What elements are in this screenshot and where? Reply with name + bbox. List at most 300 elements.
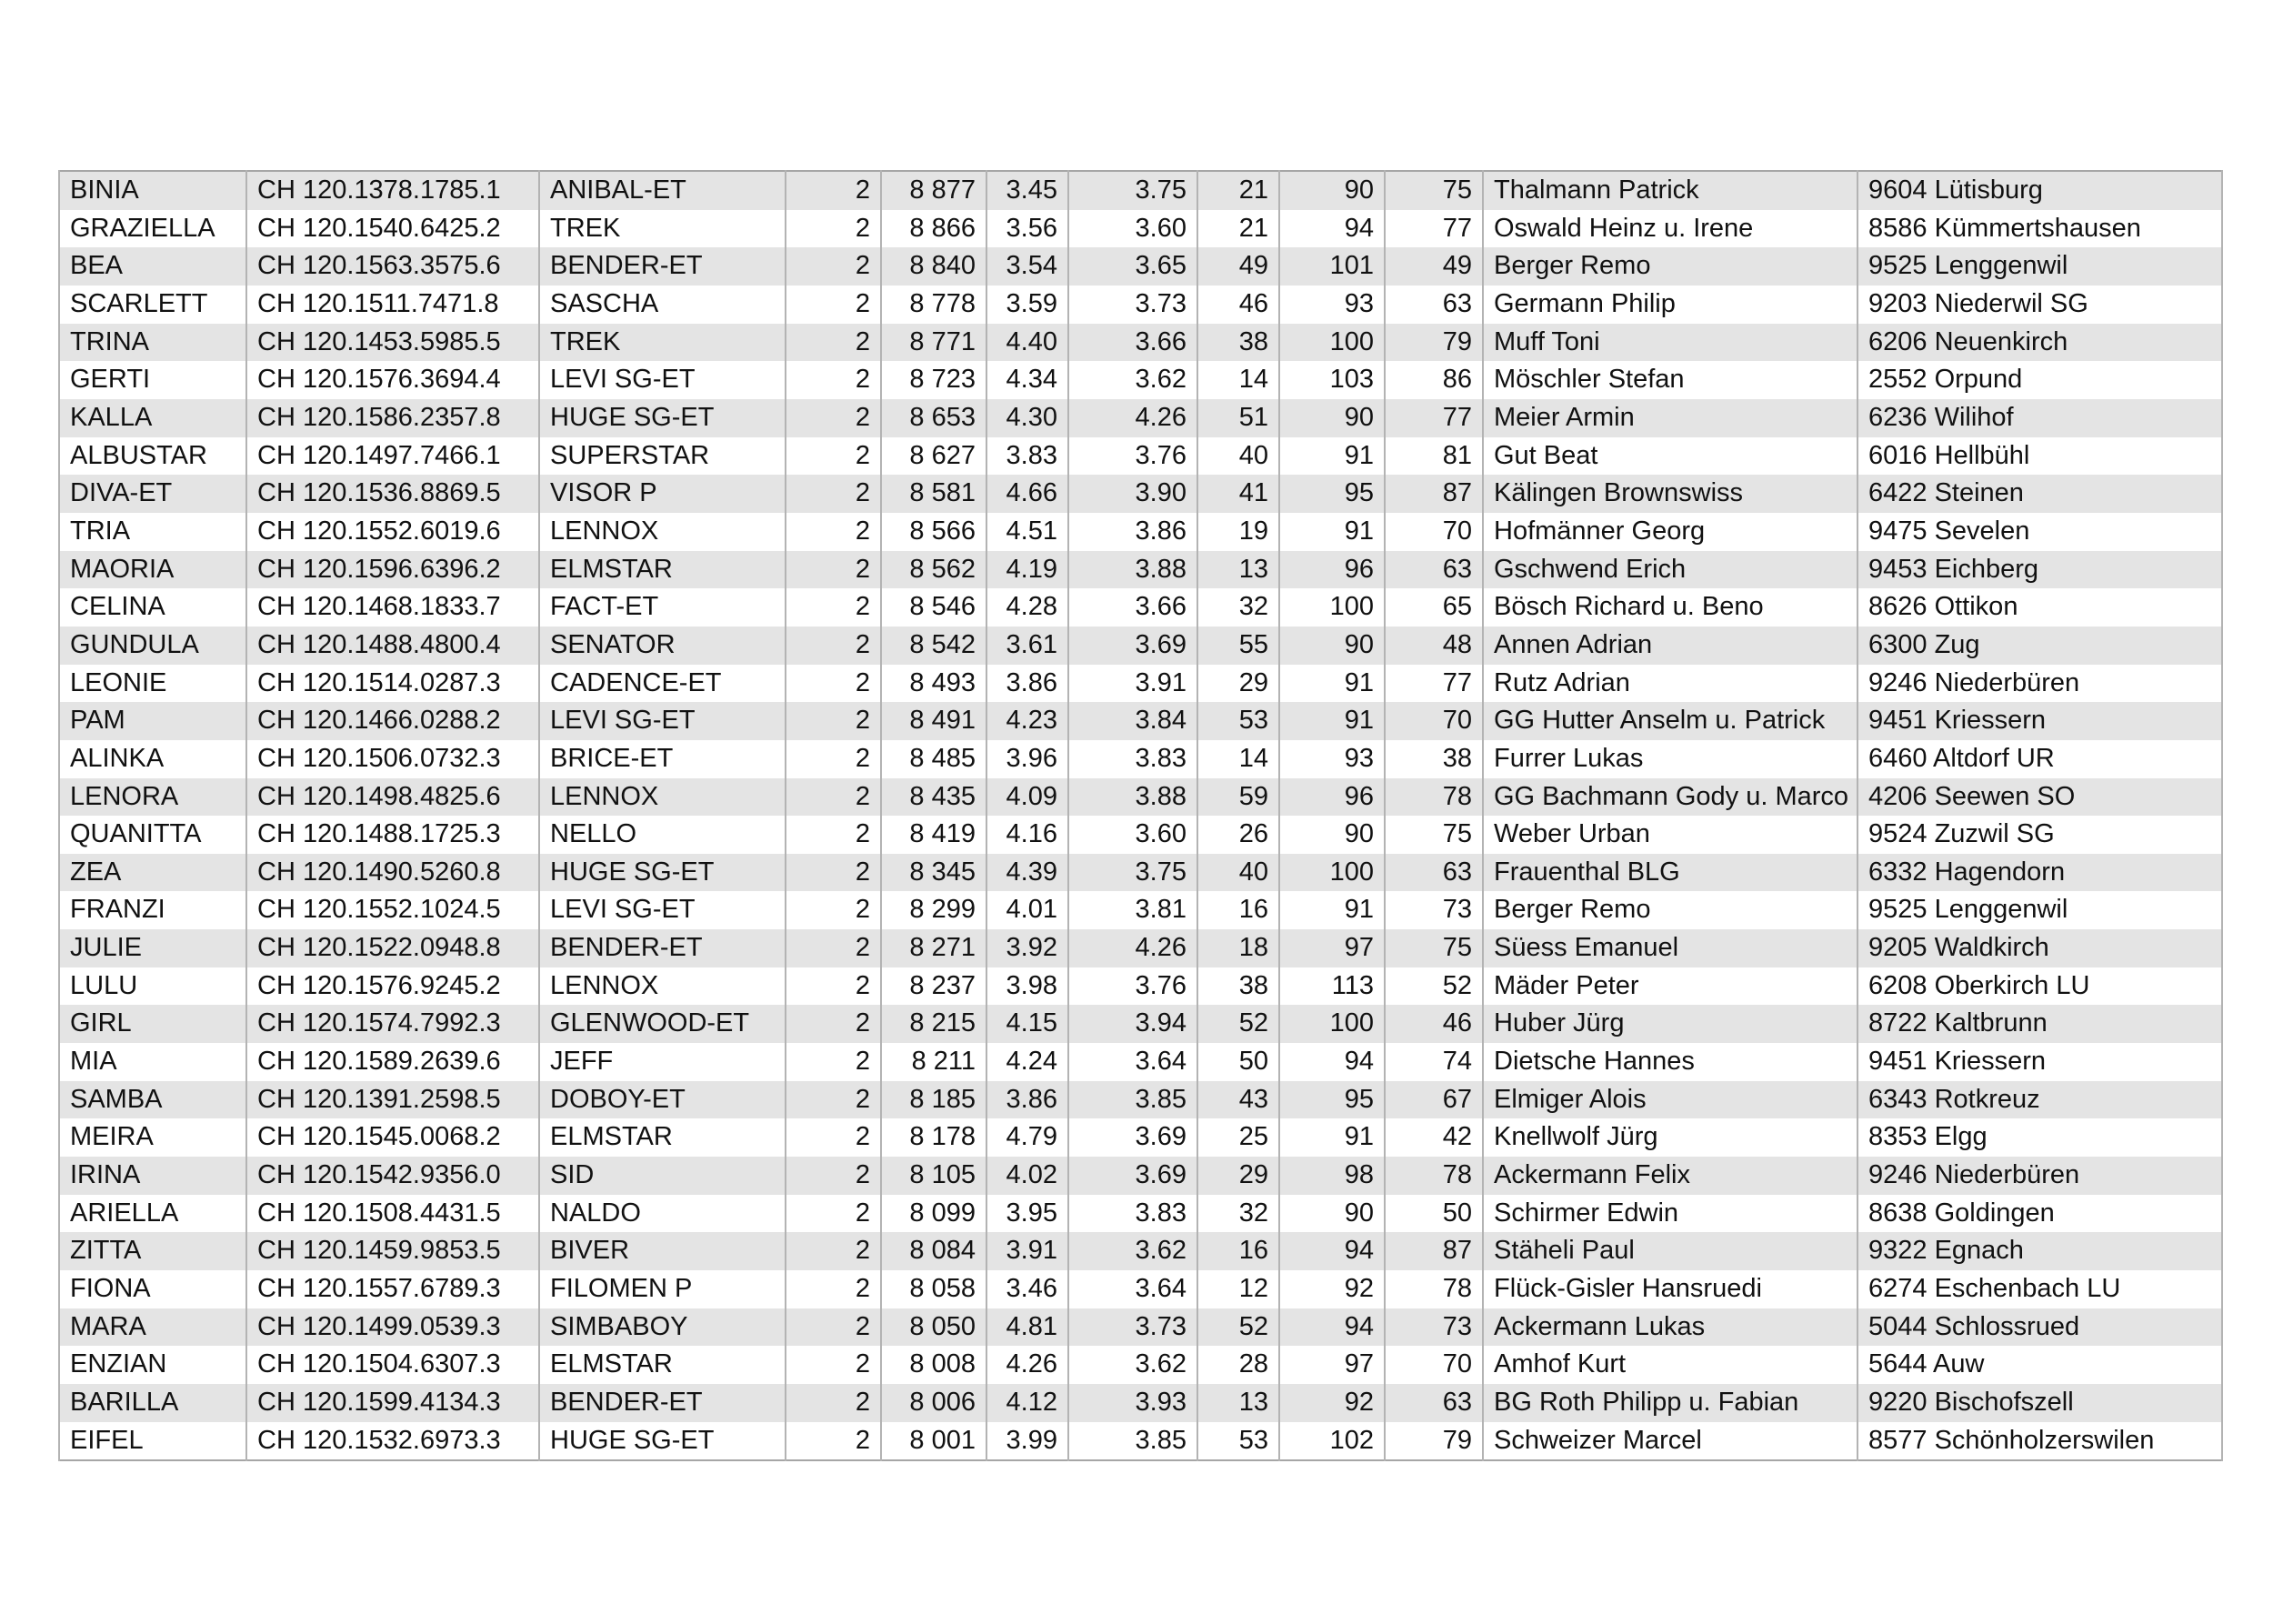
cell-days: 52 xyxy=(1197,1005,1279,1043)
cell-id-number: CH 120.1391.2598.5 xyxy=(246,1081,539,1119)
cell-location: 9524 Zuzwil SG xyxy=(1857,816,2222,854)
cell-protein-pct: 3.69 xyxy=(1068,1157,1197,1195)
cell-protein-pct: 3.75 xyxy=(1068,854,1197,892)
cell-milk-kg: 8 084 xyxy=(881,1232,986,1270)
cell-milk-kg: 8 435 xyxy=(881,778,986,817)
cell-id-number: CH 120.1498.4825.6 xyxy=(246,778,539,817)
cell-persistence: 98 xyxy=(1279,1157,1385,1195)
table-row xyxy=(59,816,2222,854)
cell-owner: Schirmer Edwin xyxy=(1483,1195,1857,1233)
cell-id-number: CH 120.1552.1024.5 xyxy=(246,891,539,929)
cell-id-number: CH 120.1545.0068.2 xyxy=(246,1118,539,1157)
cell-location: 9322 Egnach xyxy=(1857,1232,2222,1270)
cell-fat-pct: 4.39 xyxy=(986,854,1068,892)
cell-location: 9525 Lenggenwil xyxy=(1857,891,2222,929)
cell-score: 75 xyxy=(1385,929,1483,967)
cell-owner: Kälingen Brownswiss xyxy=(1483,475,1857,513)
table-row xyxy=(59,1043,2222,1081)
table-row xyxy=(59,171,2222,210)
cell-id-number: CH 120.1488.1725.3 xyxy=(246,816,539,854)
cell-lactation: 2 xyxy=(786,854,881,892)
cell-protein-pct: 3.88 xyxy=(1068,778,1197,817)
cell-fat-pct: 3.95 xyxy=(986,1195,1068,1233)
cell-location: 5644 Auw xyxy=(1857,1346,2222,1384)
cell-persistence: 94 xyxy=(1279,1043,1385,1081)
cell-location: 9525 Lenggenwil xyxy=(1857,247,2222,286)
cell-owner: Elmiger Alois xyxy=(1483,1081,1857,1119)
cell-cow-name: ARIELLA xyxy=(59,1195,246,1233)
cell-days: 26 xyxy=(1197,816,1279,854)
cell-protein-pct: 3.73 xyxy=(1068,1308,1197,1347)
cell-milk-kg: 8 001 xyxy=(881,1422,986,1461)
cell-score: 78 xyxy=(1385,1270,1483,1308)
table-row xyxy=(59,513,2222,551)
cell-location: 9205 Waldkirch xyxy=(1857,929,2222,967)
cell-sire: SID xyxy=(539,1157,786,1195)
table-row xyxy=(59,361,2222,399)
cell-milk-kg: 8 006 xyxy=(881,1384,986,1422)
cell-lactation: 2 xyxy=(786,1232,881,1270)
cell-sire: ANIBAL-ET xyxy=(539,171,786,210)
cell-fat-pct: 4.30 xyxy=(986,399,1068,437)
cell-milk-kg: 8 485 xyxy=(881,740,986,778)
cell-lactation: 2 xyxy=(786,286,881,324)
cell-milk-kg: 8 215 xyxy=(881,1005,986,1043)
cell-protein-pct: 3.83 xyxy=(1068,740,1197,778)
cell-location: 9203 Niederwil SG xyxy=(1857,286,2222,324)
cell-days: 43 xyxy=(1197,1081,1279,1119)
cell-lactation: 2 xyxy=(786,1384,881,1422)
cell-persistence: 113 xyxy=(1279,967,1385,1006)
cell-lactation: 2 xyxy=(786,702,881,740)
cell-owner: Furrer Lukas xyxy=(1483,740,1857,778)
cell-milk-kg: 8 566 xyxy=(881,513,986,551)
cell-location: 9475 Sevelen xyxy=(1857,513,2222,551)
cell-lactation: 2 xyxy=(786,1081,881,1119)
cell-sire: SENATOR xyxy=(539,627,786,665)
cell-score: 87 xyxy=(1385,475,1483,513)
cell-fat-pct: 3.83 xyxy=(986,437,1068,476)
cell-sire: LENNOX xyxy=(539,967,786,1006)
cell-sire: CADENCE-ET xyxy=(539,665,786,703)
table-row xyxy=(59,627,2222,665)
cell-score: 65 xyxy=(1385,588,1483,627)
cell-protein-pct: 3.64 xyxy=(1068,1270,1197,1308)
cell-milk-kg: 8 178 xyxy=(881,1118,986,1157)
cell-owner: GG Bachmann Gody u. Marco xyxy=(1483,778,1857,817)
cell-days: 14 xyxy=(1197,740,1279,778)
cell-persistence: 97 xyxy=(1279,1346,1385,1384)
cell-location: 6206 Neuenkirch xyxy=(1857,324,2222,362)
cell-location: 4206 Seewen SO xyxy=(1857,778,2222,817)
cell-owner: Thalmann Patrick xyxy=(1483,171,1857,210)
cell-milk-kg: 8 419 xyxy=(881,816,986,854)
cell-id-number: CH 120.1506.0732.3 xyxy=(246,740,539,778)
cell-cow-name: DIVA-ET xyxy=(59,475,246,513)
cell-protein-pct: 3.73 xyxy=(1068,286,1197,324)
cell-protein-pct: 3.62 xyxy=(1068,361,1197,399)
cell-lactation: 2 xyxy=(786,1270,881,1308)
cell-owner: Gut Beat xyxy=(1483,437,1857,476)
cell-owner: Ackermann Lukas xyxy=(1483,1308,1857,1347)
cell-milk-kg: 8 237 xyxy=(881,967,986,1006)
cell-persistence: 91 xyxy=(1279,513,1385,551)
cell-owner: GG Hutter Anselm u. Patrick xyxy=(1483,702,1857,740)
table-row xyxy=(59,247,2222,286)
cell-id-number: CH 120.1466.0288.2 xyxy=(246,702,539,740)
cell-sire: LEVI SG-ET xyxy=(539,361,786,399)
cell-cow-name: BARILLA xyxy=(59,1384,246,1422)
cell-sire: NALDO xyxy=(539,1195,786,1233)
cell-id-number: CH 120.1552.6019.6 xyxy=(246,513,539,551)
cell-score: 78 xyxy=(1385,1157,1483,1195)
cell-milk-kg: 8 723 xyxy=(881,361,986,399)
cell-fat-pct: 3.99 xyxy=(986,1422,1068,1461)
cell-cow-name: EIFEL xyxy=(59,1422,246,1461)
cell-score: 75 xyxy=(1385,816,1483,854)
cell-id-number: CH 120.1542.9356.0 xyxy=(246,1157,539,1195)
cell-days: 46 xyxy=(1197,286,1279,324)
cell-cow-name: ALBUSTAR xyxy=(59,437,246,476)
cell-milk-kg: 8 546 xyxy=(881,588,986,627)
cell-score: 79 xyxy=(1385,1422,1483,1461)
cell-score: 77 xyxy=(1385,210,1483,248)
cell-sire: TREK xyxy=(539,324,786,362)
cell-id-number: CH 120.1497.7466.1 xyxy=(246,437,539,476)
table-row xyxy=(59,1232,2222,1270)
cell-persistence: 92 xyxy=(1279,1384,1385,1422)
cell-cow-name: MARA xyxy=(59,1308,246,1347)
cell-location: 6236 Wilihof xyxy=(1857,399,2222,437)
cell-location: 9220 Bischofszell xyxy=(1857,1384,2222,1422)
cell-persistence: 94 xyxy=(1279,210,1385,248)
cell-persistence: 91 xyxy=(1279,1118,1385,1157)
cell-owner: Berger Remo xyxy=(1483,247,1857,286)
table-row xyxy=(59,702,2222,740)
cell-fat-pct: 3.96 xyxy=(986,740,1068,778)
cell-id-number: CH 120.1586.2357.8 xyxy=(246,399,539,437)
table-row xyxy=(59,1346,2222,1384)
cell-fat-pct: 3.61 xyxy=(986,627,1068,665)
cell-milk-kg: 8 627 xyxy=(881,437,986,476)
cell-days: 51 xyxy=(1197,399,1279,437)
cell-owner: Meier Armin xyxy=(1483,399,1857,437)
cell-persistence: 91 xyxy=(1279,702,1385,740)
cell-days: 49 xyxy=(1197,247,1279,286)
cell-id-number: CH 120.1540.6425.2 xyxy=(246,210,539,248)
cell-location: 8722 Kaltbrunn xyxy=(1857,1005,2222,1043)
cell-persistence: 95 xyxy=(1279,475,1385,513)
cell-owner: Dietsche Hannes xyxy=(1483,1043,1857,1081)
cell-lactation: 2 xyxy=(786,1157,881,1195)
cell-persistence: 94 xyxy=(1279,1308,1385,1347)
cell-persistence: 90 xyxy=(1279,816,1385,854)
cell-protein-pct: 3.86 xyxy=(1068,513,1197,551)
cell-fat-pct: 4.26 xyxy=(986,1346,1068,1384)
cell-owner: Oswald Heinz u. Irene xyxy=(1483,210,1857,248)
cell-sire: FACT-ET xyxy=(539,588,786,627)
cell-fat-pct: 4.66 xyxy=(986,475,1068,513)
cell-id-number: CH 120.1468.1833.7 xyxy=(246,588,539,627)
cell-protein-pct: 4.26 xyxy=(1068,399,1197,437)
cell-lactation: 2 xyxy=(786,588,881,627)
cell-milk-kg: 8 271 xyxy=(881,929,986,967)
cell-score: 73 xyxy=(1385,1308,1483,1347)
cell-protein-pct: 3.66 xyxy=(1068,324,1197,362)
cell-owner: Stäheli Paul xyxy=(1483,1232,1857,1270)
cell-score: 63 xyxy=(1385,286,1483,324)
cell-lactation: 2 xyxy=(786,247,881,286)
table-row xyxy=(59,286,2222,324)
cell-score: 70 xyxy=(1385,513,1483,551)
cell-fat-pct: 3.86 xyxy=(986,665,1068,703)
cell-sire: BIVER xyxy=(539,1232,786,1270)
cell-cow-name: GERTI xyxy=(59,361,246,399)
cell-protein-pct: 3.60 xyxy=(1068,210,1197,248)
cell-cow-name: SAMBA xyxy=(59,1081,246,1119)
cell-owner: Mäder Peter xyxy=(1483,967,1857,1006)
cell-persistence: 90 xyxy=(1279,171,1385,210)
cell-fat-pct: 4.24 xyxy=(986,1043,1068,1081)
cell-score: 78 xyxy=(1385,778,1483,817)
cell-milk-kg: 8 299 xyxy=(881,891,986,929)
cell-cow-name: TRINA xyxy=(59,324,246,362)
cell-score: 75 xyxy=(1385,171,1483,210)
cell-fat-pct: 4.09 xyxy=(986,778,1068,817)
cell-sire: VISOR P xyxy=(539,475,786,513)
cell-fat-pct: 4.23 xyxy=(986,702,1068,740)
cell-id-number: CH 120.1557.6789.3 xyxy=(246,1270,539,1308)
cell-score: 77 xyxy=(1385,399,1483,437)
cell-score: 67 xyxy=(1385,1081,1483,1119)
cell-days: 29 xyxy=(1197,1157,1279,1195)
cell-protein-pct: 3.60 xyxy=(1068,816,1197,854)
cell-days: 13 xyxy=(1197,1384,1279,1422)
cell-location: 2552 Orpund xyxy=(1857,361,2222,399)
cell-cow-name: GUNDULA xyxy=(59,627,246,665)
cell-fat-pct: 3.92 xyxy=(986,929,1068,967)
table-row xyxy=(59,437,2222,476)
cell-id-number: CH 120.1536.8869.5 xyxy=(246,475,539,513)
cell-owner: Amhof Kurt xyxy=(1483,1346,1857,1384)
cell-lactation: 2 xyxy=(786,324,881,362)
cell-sire: SASCHA xyxy=(539,286,786,324)
cell-score: 86 xyxy=(1385,361,1483,399)
cell-sire: HUGE SG-ET xyxy=(539,854,786,892)
cell-milk-kg: 8 778 xyxy=(881,286,986,324)
cell-owner: Weber Urban xyxy=(1483,816,1857,854)
cell-milk-kg: 8 866 xyxy=(881,210,986,248)
cell-id-number: CH 120.1514.0287.3 xyxy=(246,665,539,703)
cell-persistence: 93 xyxy=(1279,740,1385,778)
cell-lactation: 2 xyxy=(786,1422,881,1461)
cell-lactation: 2 xyxy=(786,665,881,703)
cell-score: 81 xyxy=(1385,437,1483,476)
cell-location: 8353 Elgg xyxy=(1857,1118,2222,1157)
results-sheet xyxy=(58,170,2221,1461)
cell-id-number: CH 120.1508.4431.5 xyxy=(246,1195,539,1233)
cell-owner: Muff Toni xyxy=(1483,324,1857,362)
cell-days: 32 xyxy=(1197,588,1279,627)
cell-fat-pct: 3.45 xyxy=(986,171,1068,210)
cell-cow-name: TRIA xyxy=(59,513,246,551)
cell-location: 8586 Kümmertshausen xyxy=(1857,210,2222,248)
cell-protein-pct: 3.94 xyxy=(1068,1005,1197,1043)
table-row xyxy=(59,1422,2222,1461)
cell-lactation: 2 xyxy=(786,929,881,967)
cell-days: 53 xyxy=(1197,1422,1279,1461)
cell-fat-pct: 3.54 xyxy=(986,247,1068,286)
cell-lactation: 2 xyxy=(786,513,881,551)
cow-ranking-table xyxy=(58,170,2223,1461)
cell-persistence: 103 xyxy=(1279,361,1385,399)
cell-cow-name: BINIA xyxy=(59,171,246,210)
cell-milk-kg: 8 771 xyxy=(881,324,986,362)
cell-sire: ELMSTAR xyxy=(539,1346,786,1384)
cell-persistence: 90 xyxy=(1279,627,1385,665)
cell-protein-pct: 3.65 xyxy=(1068,247,1197,286)
cell-lactation: 2 xyxy=(786,816,881,854)
cell-protein-pct: 3.69 xyxy=(1068,627,1197,665)
cell-milk-kg: 8 542 xyxy=(881,627,986,665)
table-row xyxy=(59,1308,2222,1347)
cell-days: 32 xyxy=(1197,1195,1279,1233)
cell-days: 41 xyxy=(1197,475,1279,513)
cell-persistence: 92 xyxy=(1279,1270,1385,1308)
cell-lactation: 2 xyxy=(786,1118,881,1157)
cell-cow-name: GIRL xyxy=(59,1005,246,1043)
cell-days: 16 xyxy=(1197,1232,1279,1270)
cell-fat-pct: 4.19 xyxy=(986,551,1068,589)
cell-fat-pct: 4.16 xyxy=(986,816,1068,854)
cell-fat-pct: 4.12 xyxy=(986,1384,1068,1422)
cell-protein-pct: 3.76 xyxy=(1068,437,1197,476)
cell-protein-pct: 3.88 xyxy=(1068,551,1197,589)
table-row xyxy=(59,1081,2222,1119)
cell-days: 12 xyxy=(1197,1270,1279,1308)
cell-days: 40 xyxy=(1197,854,1279,892)
cell-persistence: 95 xyxy=(1279,1081,1385,1119)
table-row xyxy=(59,854,2222,892)
cell-days: 40 xyxy=(1197,437,1279,476)
cell-cow-name: KALLA xyxy=(59,399,246,437)
cell-fat-pct: 4.28 xyxy=(986,588,1068,627)
cell-location: 9604 Lütisburg xyxy=(1857,171,2222,210)
cell-fat-pct: 3.91 xyxy=(986,1232,1068,1270)
cell-days: 29 xyxy=(1197,665,1279,703)
cell-score: 50 xyxy=(1385,1195,1483,1233)
cell-id-number: CH 120.1596.6396.2 xyxy=(246,551,539,589)
cell-cow-name: MEIRA xyxy=(59,1118,246,1157)
cell-location: 9246 Niederbüren xyxy=(1857,665,2222,703)
cell-days: 53 xyxy=(1197,702,1279,740)
cell-location: 9451 Kriessern xyxy=(1857,702,2222,740)
cell-sire: NELLO xyxy=(539,816,786,854)
cell-owner: Frauenthal BLG xyxy=(1483,854,1857,892)
cell-cow-name: ENZIAN xyxy=(59,1346,246,1384)
cell-id-number: CH 120.1499.0539.3 xyxy=(246,1308,539,1347)
cell-lactation: 2 xyxy=(786,210,881,248)
cell-persistence: 100 xyxy=(1279,1005,1385,1043)
cell-milk-kg: 8 185 xyxy=(881,1081,986,1119)
cell-location: 5044 Schlossrued xyxy=(1857,1308,2222,1347)
cell-protein-pct: 3.76 xyxy=(1068,967,1197,1006)
cell-milk-kg: 8 345 xyxy=(881,854,986,892)
cell-sire: HUGE SG-ET xyxy=(539,1422,786,1461)
cell-days: 50 xyxy=(1197,1043,1279,1081)
cell-score: 63 xyxy=(1385,1384,1483,1422)
cell-milk-kg: 8 581 xyxy=(881,475,986,513)
cell-protein-pct: 3.85 xyxy=(1068,1422,1197,1461)
cell-cow-name: LULU xyxy=(59,967,246,1006)
cell-cow-name: GRAZIELLA xyxy=(59,210,246,248)
cell-days: 16 xyxy=(1197,891,1279,929)
cell-persistence: 93 xyxy=(1279,286,1385,324)
table-row xyxy=(59,399,2222,437)
cell-score: 87 xyxy=(1385,1232,1483,1270)
cell-cow-name: FIONA xyxy=(59,1270,246,1308)
cell-location: 6460 Altdorf UR xyxy=(1857,740,2222,778)
cell-id-number: CH 120.1511.7471.8 xyxy=(246,286,539,324)
cell-id-number: CH 120.1453.5985.5 xyxy=(246,324,539,362)
cell-milk-kg: 8 877 xyxy=(881,171,986,210)
table-row xyxy=(59,778,2222,817)
cell-lactation: 2 xyxy=(786,171,881,210)
cell-id-number: CH 120.1488.4800.4 xyxy=(246,627,539,665)
cell-owner: Germann Philip xyxy=(1483,286,1857,324)
cell-fat-pct: 4.79 xyxy=(986,1118,1068,1157)
cell-sire: JEFF xyxy=(539,1043,786,1081)
cell-fat-pct: 4.81 xyxy=(986,1308,1068,1347)
cell-sire: HUGE SG-ET xyxy=(539,399,786,437)
table-body xyxy=(59,171,2222,1460)
cell-sire: BENDER-ET xyxy=(539,929,786,967)
cell-location: 8626 Ottikon xyxy=(1857,588,2222,627)
table-row xyxy=(59,1118,2222,1157)
cell-fat-pct: 3.46 xyxy=(986,1270,1068,1308)
cell-days: 14 xyxy=(1197,361,1279,399)
cell-sire: FILOMEN P xyxy=(539,1270,786,1308)
cell-sire: BENDER-ET xyxy=(539,1384,786,1422)
cell-milk-kg: 8 058 xyxy=(881,1270,986,1308)
cell-id-number: CH 120.1459.9853.5 xyxy=(246,1232,539,1270)
cell-owner: Hofmänner Georg xyxy=(1483,513,1857,551)
cell-owner: Gschwend Erich xyxy=(1483,551,1857,589)
cell-days: 28 xyxy=(1197,1346,1279,1384)
cell-owner: Knellwolf Jürg xyxy=(1483,1118,1857,1157)
cell-cow-name: CELINA xyxy=(59,588,246,627)
cell-fat-pct: 3.59 xyxy=(986,286,1068,324)
cell-score: 70 xyxy=(1385,1346,1483,1384)
table-row xyxy=(59,588,2222,627)
cell-id-number: CH 120.1532.6973.3 xyxy=(246,1422,539,1461)
cell-owner: Annen Adrian xyxy=(1483,627,1857,665)
cell-cow-name: IRINA xyxy=(59,1157,246,1195)
cell-days: 38 xyxy=(1197,967,1279,1006)
cell-id-number: CH 120.1563.3575.6 xyxy=(246,247,539,286)
cell-score: 74 xyxy=(1385,1043,1483,1081)
table-row xyxy=(59,551,2222,589)
cell-location: 6300 Zug xyxy=(1857,627,2222,665)
cell-id-number: CH 120.1490.5260.8 xyxy=(246,854,539,892)
cell-persistence: 91 xyxy=(1279,891,1385,929)
cell-fat-pct: 3.98 xyxy=(986,967,1068,1006)
cell-fat-pct: 4.51 xyxy=(986,513,1068,551)
cell-milk-kg: 8 050 xyxy=(881,1308,986,1347)
cell-score: 79 xyxy=(1385,324,1483,362)
cell-id-number: CH 120.1378.1785.1 xyxy=(246,171,539,210)
cell-milk-kg: 8 008 xyxy=(881,1346,986,1384)
